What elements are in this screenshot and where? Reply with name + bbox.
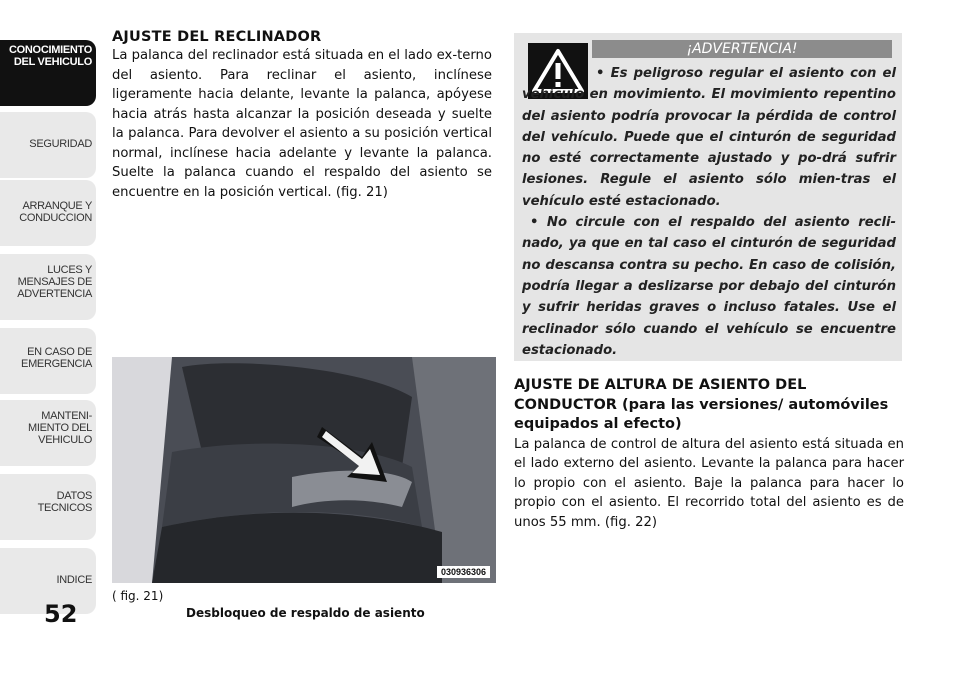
- seat-illustration: [112, 357, 496, 583]
- warning-item-2: • No circule con el respaldo del asiento recli-nado, ya que en tal caso el cinturón de seguridad no descansa contra su pecho. En caso de colisión, podría llegar a deslizarse por debajo del cinturón y sufrir heridas graves o incluso fatales. Use el reclinador sólo cuando el vehículo se encuentre estacionado.: [522, 215, 896, 358]
- tab-arranque-y-conduccion[interactable]: [0, 180, 96, 246]
- warning-title: ¡ADVERTENCIA!: [592, 40, 892, 58]
- chapter-tabs: [0, 0, 97, 600]
- warning-box: [514, 33, 902, 361]
- tab-label: DATOS TECNICOS: [37, 490, 92, 514]
- tab-label: LUCES Y MENSAJES DE ADVERTENCIA: [17, 264, 92, 300]
- section-body: La palanca del reclinador está situada en el lado ex-terno del asiento. Para reclinar el asiento, inclínese ligeramente hacia delante, levante la palanca, apóyese hacia atrás hasta alcanzar la posición deseada y suelte la palanca. Para devolver el asiento a su posición vertical normal, inclínese hacia adelante y levante la palanca. Suelte la palanca cuando el respaldo del asiento se encuentre en la posición vertical. (fig. 21): [112, 48, 492, 200]
- tab-label: CONOCIMIENTO DEL VEHICULO: [9, 44, 92, 68]
- tab-datos-tecnicos[interactable]: [0, 474, 96, 540]
- seat-photo: [112, 357, 496, 583]
- tab-label: MANTENI- MIENTO DEL VEHICULO: [27, 410, 92, 446]
- altura-asiento-section: [514, 376, 904, 532]
- section-heading: AJUSTE DEL RECLINADOR: [112, 29, 322, 45]
- tab-seguridad[interactable]: [0, 112, 96, 178]
- tab-label: ARRANQUE Y CONDUCCION: [19, 200, 92, 224]
- warning-text: [522, 63, 896, 361]
- tab-luces-y-mensajes[interactable]: [0, 254, 96, 320]
- tab-mantenimiento[interactable]: [0, 400, 96, 466]
- tab-label: INDICE: [56, 574, 92, 586]
- reclinador-section: [112, 28, 492, 202]
- figure-caption: Desbloqueo de respaldo de asiento: [186, 606, 425, 620]
- page-number: 52: [44, 600, 78, 628]
- figure-reference: ( fig. 21): [112, 589, 164, 603]
- tab-en-caso-de-emergencia[interactable]: [0, 328, 96, 394]
- section-heading: AJUSTE DE ALTURA DE ASIENTO DEL CONDUCTOR (para las versiones/ automóviles equipados al efecto): [514, 377, 889, 432]
- section-body: La palanca de control de altura del asiento está situada en el lado externo del asiento. Levante la palanca para hacer lo propio con el asiento. Baje la palanca para hacer lo propio con el asiento. El recorrido total del asiento es de unos 55 mm. (fig. 22): [514, 436, 904, 530]
- warning-item-1: • Es peligroso regular el asiento con el vehículo en movimiento. El movimiento repentino del asiento podría provocar la pérdida de control del vehículo. Puede que el cinturón de seguridad no esté correctamente ajustado y po-drá sufrir lesiones. Regule el asiento sólo mien-tras el vehículo esté estacionado.: [522, 66, 896, 209]
- figure-code: 030936306: [437, 566, 490, 578]
- tab-conocimiento-del-vehiculo[interactable]: [0, 40, 96, 106]
- tab-label: EN CASO DE EMERGENCIA: [21, 346, 92, 370]
- tab-label: SEGURIDAD: [29, 138, 92, 150]
